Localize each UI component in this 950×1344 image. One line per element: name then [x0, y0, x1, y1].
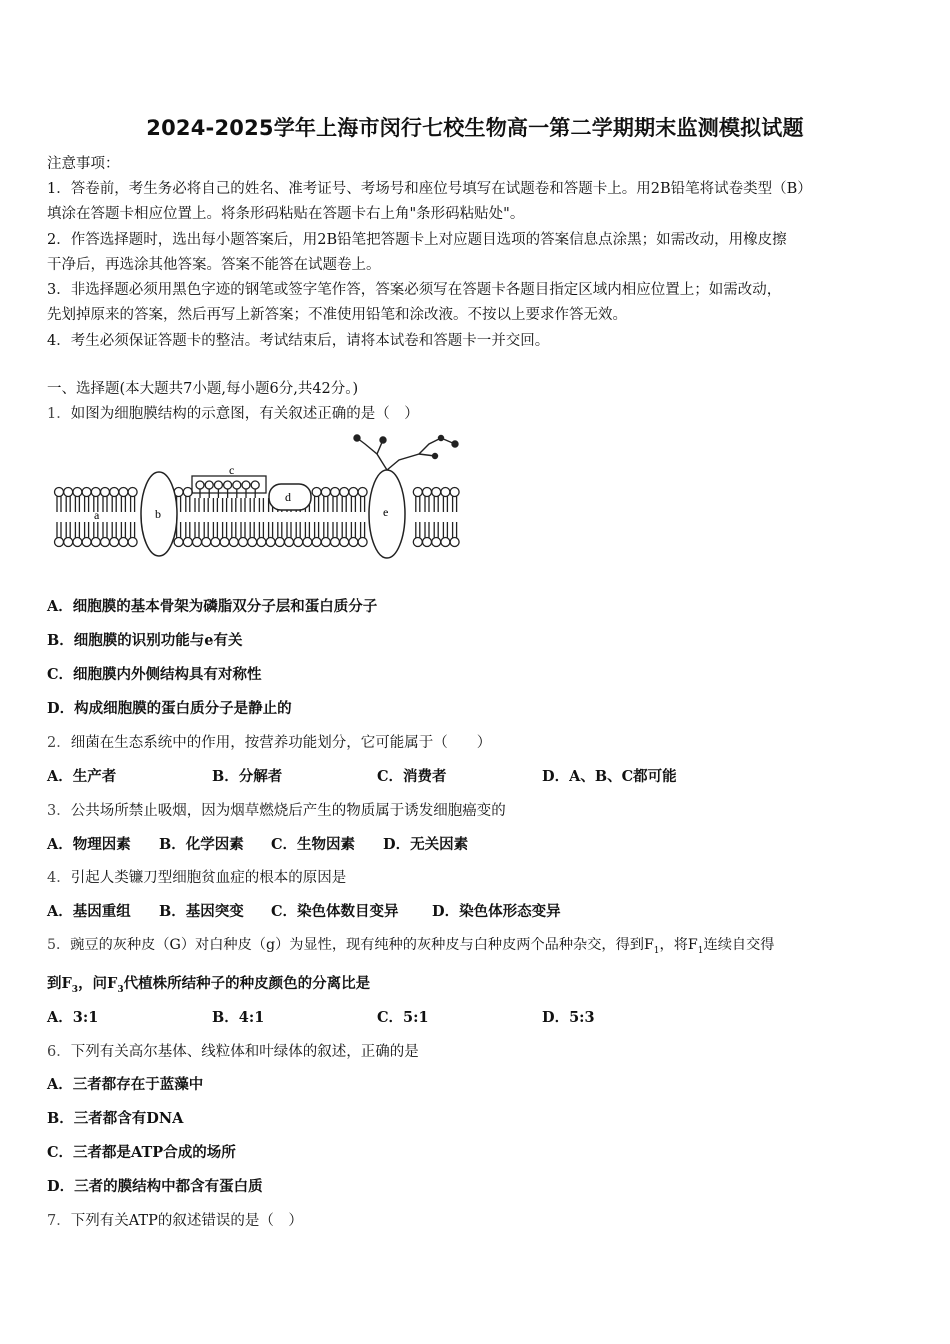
phospholipid-tail [296, 522, 300, 538]
phospholipid-tail [85, 496, 89, 512]
phospholipid-head [349, 538, 358, 547]
glycolipid-head [214, 481, 222, 489]
phospholipid-tail [103, 522, 107, 538]
option: D．无关因素 [383, 836, 469, 853]
phospholipid-tail [112, 522, 116, 538]
phospholipid-head [450, 538, 459, 547]
phospholipid-head [321, 538, 330, 547]
phospholipid-tail [85, 522, 89, 538]
question-5-line-2 [47, 972, 370, 995]
phospholipid-tail [443, 522, 447, 538]
question-stem: ，问F [78, 975, 118, 992]
phospholipid-head [340, 488, 349, 497]
phospholipid-head [183, 488, 192, 497]
phospholipid-tail [333, 522, 337, 538]
phospholipid-head [275, 538, 284, 547]
notice-heading: 注意事项： [47, 156, 120, 172]
phospholipid-head [358, 488, 367, 497]
phospholipid-tail [250, 522, 254, 538]
phospholipid-head [82, 538, 91, 547]
question-number: 1． [47, 406, 71, 422]
phospholipid-head [101, 488, 110, 497]
phospholipid-tail [232, 498, 236, 512]
phospholipid-head [312, 488, 321, 497]
question-stem: 代植株所结种子的种皮颜色的分离比是 [123, 975, 371, 992]
notice-line: 1．答卷前，考生务必将自己的姓名、准考证号、考场号和座位号填写在试题卷和答题卡上。用2B铅笔将试卷类型（B） [47, 181, 812, 197]
question-stem: ，将F [659, 937, 698, 953]
option: A．细胞膜的基本骨架为磷脂双分子层和蛋白质分子 [47, 598, 378, 615]
phospholipid-head [64, 488, 73, 497]
phospholipid-tail [351, 522, 355, 538]
option: D．三者的膜结构中都含有蛋白质 [47, 1178, 263, 1195]
phospholipid-tail [186, 496, 190, 512]
glycolipid-head [205, 481, 213, 489]
phospholipid-tail [66, 522, 70, 538]
phospholipid-tail [241, 522, 245, 538]
phospholipid-head [331, 488, 340, 497]
phospholipid-head [174, 538, 183, 547]
glycolipid-head [242, 481, 250, 489]
phospholipid-head [128, 488, 137, 497]
phospholipid-head [312, 538, 321, 547]
phospholipid-tail [425, 522, 429, 538]
notice-line: 填涂在答题卡相应位置上。将条形码粘贴在答题卡右上角"条形码粘贴处"。 [47, 206, 525, 222]
question-stem: 下列有关高尔基体、线粒体和叶绿体的叙述，正确的是 [70, 1044, 419, 1060]
phospholipid-tail [269, 522, 273, 538]
phospholipid-tail [103, 496, 107, 512]
phospholipid-head [220, 538, 229, 547]
option: B．细胞膜的识别功能与e有关 [47, 632, 243, 649]
question-stem: 细菌在生态系统中的作用，按营养功能划分，它可能属于（ ） [70, 735, 492, 751]
notice-line: 3．非选择题必须用黑色字迹的钢笔或签字笔作答，答案必须写在答题卡各题目指定区域内相应位置上；如需改动， [47, 282, 782, 298]
phospholipid-head [441, 488, 450, 497]
option: A．物理因素 [47, 836, 131, 853]
phospholipid-head [239, 538, 248, 547]
option: A．生产者 [47, 768, 117, 785]
phospholipid-head [248, 538, 257, 547]
label-e: e [383, 505, 389, 519]
phospholipid-tail [324, 522, 328, 538]
label-a: a [94, 508, 100, 522]
question-stem: 到F [47, 975, 72, 992]
phospholipid-head [450, 488, 459, 497]
phospholipid-tail [443, 496, 447, 512]
phospholipid-head [73, 538, 82, 547]
page-title: 2024-2025学年上海市闵行七校生物高一第二学期期末监测模拟试题 [146, 116, 804, 140]
phospholipid-head [119, 538, 128, 547]
phospholipid-tail [361, 496, 365, 512]
phospholipid-tail [453, 496, 457, 512]
phospholipid-tail [315, 522, 319, 538]
phospholipid-tail [351, 496, 355, 512]
option: B．化学因素 [159, 836, 244, 853]
option: B．三者都含有DNA [47, 1110, 184, 1127]
glycolipid-head [196, 481, 204, 489]
question-number: 6． [47, 1044, 71, 1060]
option: D．染色体形态变异 [432, 903, 561, 920]
question-number: 3． [47, 803, 71, 819]
option: D．5:3 [542, 1009, 595, 1026]
phospholipid-head [423, 488, 432, 497]
question-number: 4． [47, 870, 71, 886]
notice-line: 4．考生必须保证答题卡的整洁。考试结束后，请将本试卷和答题卡一并交回。 [47, 333, 550, 349]
label-d: d [285, 490, 291, 504]
phospholipid-tail [259, 522, 263, 538]
label-b: b [155, 507, 161, 521]
phospholipid-tail [204, 498, 208, 512]
phospholipid-head [331, 538, 340, 547]
phospholipid-tail [75, 496, 79, 512]
phospholipid-head [55, 488, 64, 497]
question-6 [47, 1040, 419, 1061]
phospholipid-head [432, 488, 441, 497]
question-stem: 豌豆的灰种皮（G）对白种皮（g）为显性，现有纯种的灰种皮与白种皮两个品种杂交，得到F [70, 937, 654, 953]
phospholipid-head [349, 488, 358, 497]
phospholipid-tail [241, 498, 245, 512]
question-stem: 公共场所禁止吸烟，因为烟草燃烧后产生的物质属于诱发细胞癌变的 [70, 803, 506, 819]
phospholipid-tail [434, 522, 438, 538]
question-3 [47, 799, 506, 820]
option: C．消费者 [377, 768, 447, 785]
phospholipid-head [321, 488, 330, 497]
phospholipid-tail [453, 522, 457, 538]
phospholipid-tail [94, 522, 98, 538]
phospholipid-tail [416, 496, 420, 512]
question-5 [47, 934, 774, 956]
phospholipid-tail [66, 496, 70, 512]
phospholipid-tail [112, 496, 116, 512]
phospholipid-head [358, 538, 367, 547]
glycolipid-head [233, 481, 241, 489]
phospholipid-tail [57, 522, 61, 538]
option: A．3:1 [47, 1009, 99, 1026]
question-number: 7． [47, 1213, 71, 1229]
option: A．三者都存在于蓝藻中 [47, 1076, 204, 1093]
subscript: 1 [653, 945, 660, 956]
label-c: c [229, 463, 235, 477]
phospholipid-head [183, 538, 192, 547]
question-4 [47, 866, 346, 887]
glycolipid-head [224, 481, 232, 489]
phospholipid-head [91, 538, 100, 547]
phospholipid-head [202, 538, 211, 547]
phospholipid-tail [213, 498, 217, 512]
question-stem: 连续自交得 [703, 937, 775, 953]
phospholipid-tail [324, 496, 328, 512]
option: D．A、B、C都可能 [542, 768, 677, 785]
option: C．三者都是ATP合成的场所 [47, 1144, 236, 1161]
phospholipid-tail [131, 522, 135, 538]
phospholipid-tail [416, 522, 420, 538]
phospholipid-head [193, 538, 202, 547]
option: C．5:1 [377, 1009, 429, 1026]
subscript: 3 [71, 984, 79, 995]
subscript: 3 [117, 984, 124, 995]
phospholipid-tail [223, 498, 227, 512]
phospholipid-tail [213, 522, 217, 538]
phospholipid-head [119, 488, 128, 497]
phospholipid-head [82, 488, 91, 497]
phospholipid-head [128, 538, 137, 547]
question-number: 5． [47, 937, 71, 953]
phospholipid-tail [434, 496, 438, 512]
question-stem: 如图为细胞膜结构的示意图，有关叙述正确的是（ ） [70, 406, 419, 422]
cell-membrane-diagram [47, 432, 472, 562]
phospholipid-tail [425, 496, 429, 512]
phospholipid-tail [121, 522, 125, 538]
phospholipid-head [64, 538, 73, 547]
phospholipid-tail [342, 522, 346, 538]
phospholipid-head [101, 538, 110, 547]
option: B．4:1 [212, 1009, 265, 1026]
question-7 [47, 1209, 303, 1230]
phospholipid-tail [223, 522, 227, 538]
phospholipid-tail [278, 522, 282, 538]
question-1 [47, 402, 419, 423]
phospholipid-tail [259, 498, 263, 512]
subscript: 1 [697, 945, 704, 956]
phospholipid-head [413, 538, 422, 547]
question-stem: 下列有关ATP的叙述错误的是（ ） [70, 1213, 303, 1229]
phospholipid-head [110, 538, 119, 547]
phospholipid-tail [315, 496, 319, 512]
section-heading: 一、选择题(本大题共7小题,每小题6分,共42分。) [47, 381, 359, 397]
glycolipid-head [251, 481, 259, 489]
phospholipid-tail [57, 496, 61, 512]
phospholipid-head [257, 538, 266, 547]
option: C．细胞膜内外侧结构具有对称性 [47, 666, 262, 683]
question-number: 2． [47, 735, 71, 751]
option: C．生物因素 [271, 836, 356, 853]
phospholipid-head [73, 488, 82, 497]
phospholipid-tail [186, 522, 190, 538]
phospholipid-head [91, 488, 100, 497]
phospholipid-tail [195, 498, 199, 512]
notice-line: 干净后，再选涂其他答案。答案不能答在试题卷上。 [47, 257, 381, 273]
question-2 [47, 731, 491, 752]
phospholipid-tail [232, 522, 236, 538]
phospholipid-head [229, 538, 238, 547]
option: B．分解者 [212, 768, 283, 785]
phospholipid-head [294, 538, 303, 547]
phospholipid-tail [250, 498, 254, 512]
phospholipid-head [432, 538, 441, 547]
phospholipid-head [423, 538, 432, 547]
option: C．染色体数目变异 [271, 903, 399, 920]
phospholipid-tail [75, 522, 79, 538]
phospholipid-head [413, 488, 422, 497]
phospholipid-tail [305, 522, 309, 538]
option: B．基因突变 [159, 903, 244, 920]
notice-line: 先划掉原来的答案，然后再写上新答案；不准使用铅笔和涂改液。不按以上要求作答无效。 [47, 307, 627, 323]
phospholipid-head [303, 538, 312, 547]
phospholipid-tail [361, 522, 365, 538]
phospholipid-tail [333, 496, 337, 512]
phospholipid-head [285, 538, 294, 547]
phospholipid-tail [287, 522, 291, 538]
question-stem: 引起人类镰刀型细胞贫血症的根本的原因是 [70, 870, 347, 886]
glycoprotein-chain [354, 435, 458, 470]
phospholipid-tail [131, 496, 135, 512]
phospholipid-tail [342, 496, 346, 512]
phospholipid-tail [204, 522, 208, 538]
phospholipid-tail [195, 522, 199, 538]
phospholipid-head [55, 538, 64, 547]
option: D．构成细胞膜的蛋白质分子是静止的 [47, 700, 292, 717]
notice-line: 2．作答选择题时，选出每小题答案后，用2B铅笔把答题卡上对应题目选项的答案信息点涂黑；如需改动，用橡皮擦 [47, 232, 787, 248]
phospholipid-head [441, 538, 450, 547]
phospholipid-tail [121, 496, 125, 512]
phospholipid-head [340, 538, 349, 547]
option: A．基因重组 [47, 903, 131, 920]
phospholipid-head [266, 538, 275, 547]
phospholipid-head [211, 538, 220, 547]
phospholipid-head [110, 488, 119, 497]
